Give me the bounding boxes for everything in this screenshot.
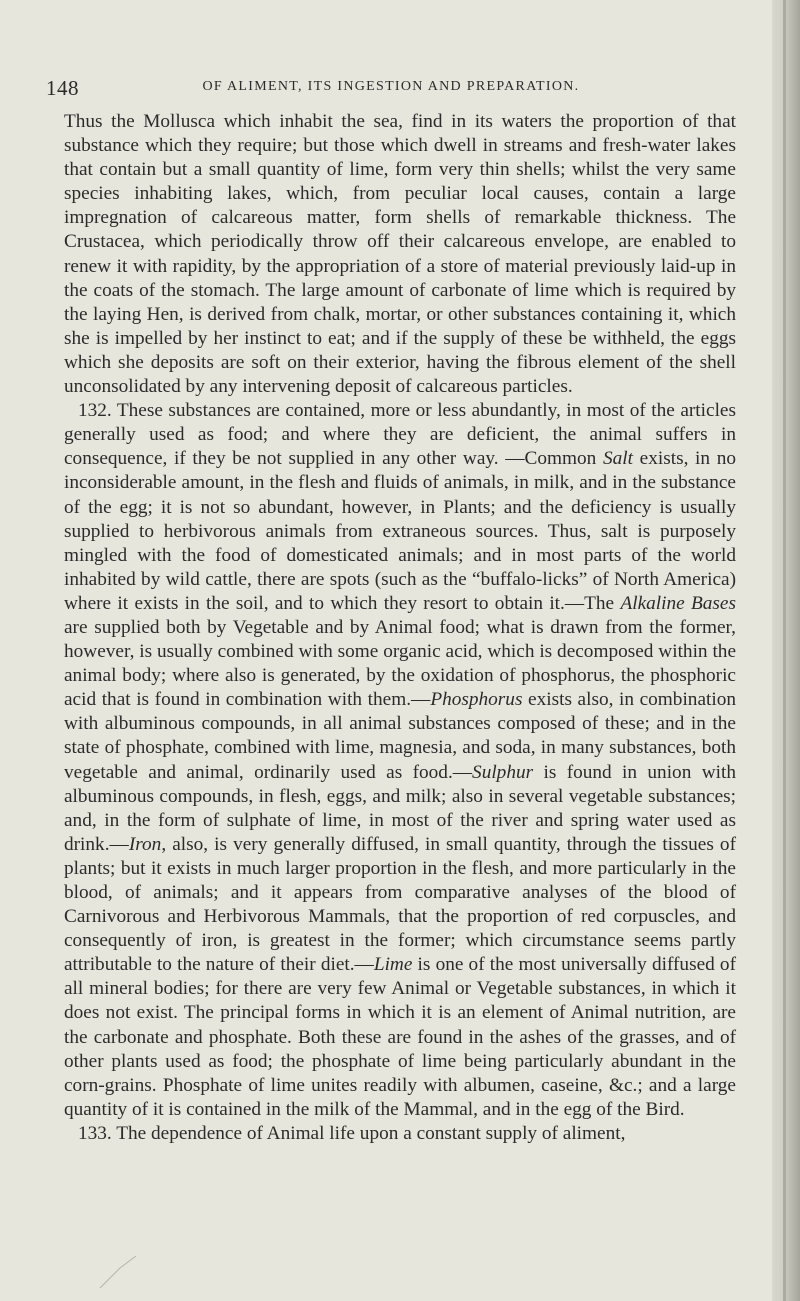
text-run: exists also, in combination with albuminous compounds, in all animal substances composed of these; and in the state of phosphate, combined with lime, magnesia, and soda, in many substances, both vegetable and animal, ordinarily used as food.— [64, 689, 736, 783]
term-salt: Salt [602, 448, 633, 470]
term-alkaline-bases: Alkaline Bases [620, 592, 736, 614]
page-fold-mark [98, 1250, 138, 1290]
binding-gutter [772, 0, 800, 1301]
term-iron: Iron [128, 833, 162, 855]
running-head [46, 76, 736, 98]
running-title: OF ALIMENT, ITS INGESTION AND PREPARATION. [202, 79, 580, 94]
text-run: , also, is very generally diffused, in small quantity, through the tissues of plants; but it exists in much larger proportion in the flesh, and more particularly in the blood, of animals; and it appears from comparative analyses of the blood of Carnivorous and Herbivorous Mammals, that the proportion of red corpuscles, and consequently of iron, is greatest in the former; which circumstance seems partly attributable to the nature of their diet.— [64, 833, 736, 976]
text-run: exists, in no inconsiderable amount, in the flesh and fluids of animals, in milk, and in the substance of the egg; it is not so abundant, however, in Plants; and the deficiency is usually supplied to herbivorous animals from extraneous sources. Thus, salt is purposely mingled with the food of domesticated animals; and in most parts of the world inhabited by wild cattle, there are spots (such as the “buffalo-licks” of North America) where it exists in the soil, and to which they resort to obtain it.—The [64, 448, 736, 614]
paragraph-133: 133. The dependence of Animal life upon a constant supply of aliment, [78, 1122, 626, 1144]
text-run: are supplied both by Vegetable and by Animal food; what is drawn from the former, however, is usually combined with some organic acid, which is decomposed within the animal body; where also is generated, by the oxidation of phosphorus, the phosphoric acid that is found in combination with them.— [64, 616, 736, 711]
term-phosphorus: Phosphorus [430, 689, 523, 711]
paragraph-132 [64, 399, 736, 1122]
term-lime: Lime [373, 954, 413, 976]
text-run: 132. These substances are contained, more or less abundantly, in most of the articles generally used as food; and where they are deficient, the animal suffers in consequence, if they be not supplied in any other way. —Common [64, 400, 736, 470]
page-number: 148 [46, 76, 79, 100]
body-text [64, 110, 736, 1146]
binding-edge [783, 0, 786, 1301]
term-sulphur: Sulphur [472, 761, 534, 783]
paragraph-continuation: Thus the Mollusca which inhabit the sea, find in its waters the proportion of that substance which they require; but those which dwell in streams and fresh-water lakes that contain but a small quantity of lime, form very thin shells; whilst the very same species inhabiting lakes, which, from peculiar local causes, contain a large impregnation of calcareous matter, form shells of remarkable thickness. The Crustacea, which periodically throw off their calcareous envelope, are enabled to renew it with rapidity, by the appropriation of a store of material previously laid-up in the coats of the stomach. The large amount of carbonate of lime which is required by the laying Hen, is derived from chalk, mortar, or other substances containing it, which she is impelled by her instinct to eat; and if the supply of these be withheld, the eggs which she deposits are soft on their exterior, having the fibrous element of the shell unconsolidated by any intervening deposit of calcareous particles. [64, 111, 736, 398]
text-run: is one of the most universally diffused of all mineral bodies; for there are very few Animal or Vegetable substances, in which it does not exist. The principal forms in which it is an element of Animal nutrition, are the carbonate and phosphate. Both these are found in the ashes of the grasses, and of other plants used as food; the phosphate of lime being particularly abundant in the corn-grains. Phosphate of lime unites readily with albumen, caseine, &c.; and a large quantity of it is contained in the milk of the Mammal, and in the egg of the Bird. [64, 954, 736, 1120]
text-run: is found in union with albuminous compounds, in flesh, eggs, and milk; also in several vegetable substances; and, in the form of sulphate of lime, in most of the river and spring water used as drink.— [64, 761, 736, 855]
